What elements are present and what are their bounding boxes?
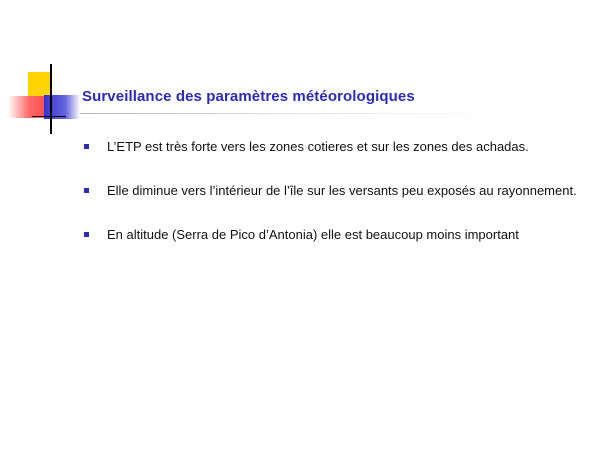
bullet-text: Elle diminue vers l’intérieur de l’île sur les versants peu exposés au rayonnement. (107, 183, 577, 198)
slide-title: Surveillance des paramètres météorologiques (82, 88, 415, 105)
bullet-item (84, 182, 584, 199)
bullet-list (84, 138, 584, 270)
square-bullet-icon (84, 144, 89, 149)
bullet-item (84, 226, 584, 243)
yellow-square (28, 72, 52, 96)
title-underline (80, 113, 500, 114)
square-bullet-icon (84, 232, 89, 237)
corner-ornament-icon (0, 0, 90, 140)
red-square (8, 96, 46, 118)
bullet-text: L’ETP est très forte vers les zones cotieres et sur les zones des achadas. (107, 139, 529, 154)
bullet-text: En altitude (Serra de Pico d’Antonia) elle est beaucoup moins important (107, 227, 519, 242)
horizontal-line (32, 116, 66, 117)
square-bullet-icon (84, 188, 89, 193)
bullet-item (84, 138, 584, 155)
vertical-line (50, 64, 52, 134)
